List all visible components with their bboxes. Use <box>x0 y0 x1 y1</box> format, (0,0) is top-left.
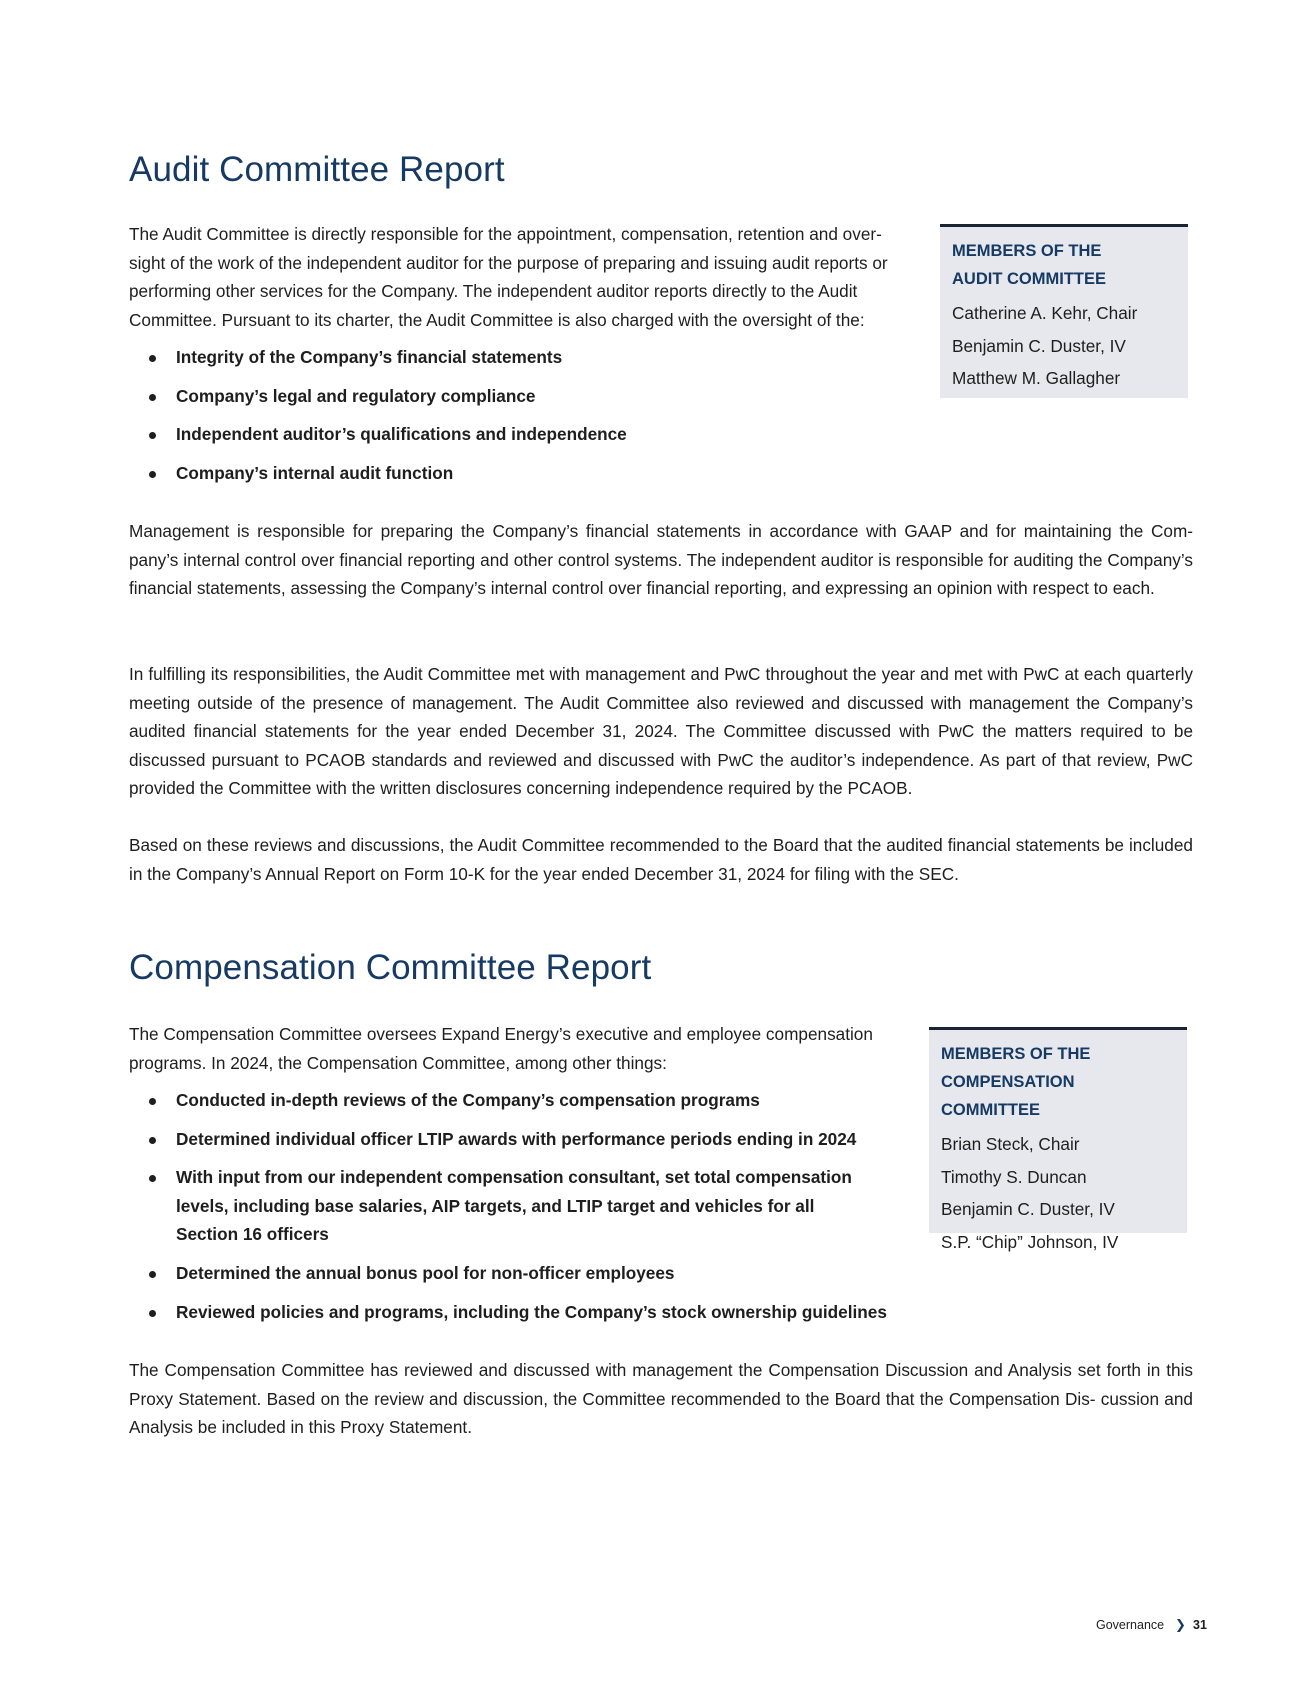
audit-members-box <box>940 224 1188 398</box>
chevron-right-icon: ❯ <box>1175 1617 1186 1632</box>
bullet-icon <box>149 1137 156 1144</box>
list-item: Determined individual officer LTIP awards with performance periods ending in 2024 <box>129 1125 929 1154</box>
bullet-icon <box>149 1310 156 1317</box>
compensation-bullet-list <box>129 1086 929 1336</box>
member-name: Catherine A. Kehr, Chair <box>952 303 1138 323</box>
list-item: Integrity of the Company’s financial statements <box>129 343 929 372</box>
member-name: Timothy S. Duncan <box>941 1166 1087 1187</box>
bullet-icon <box>149 1271 156 1278</box>
audit-paragraph-management: Management is responsible for preparing the Company’s financial statements in accordance with GAAP and for maintaining the Com- pany’s internal control over financial reporting and other control systems. The independent auditor is responsible for auditing the Company’s financial statements, assessing the Company’s internal control over financial reporting, and expressing an opinion with respect to each. <box>129 521 1193 599</box>
member-name: Benjamin C. Duster, IV <box>952 335 1126 356</box>
page-number: 31 <box>1193 1618 1207 1632</box>
member-name: Matthew M. Gallagher <box>952 368 1121 388</box>
audit-report-heading: Audit Committee Report <box>129 150 505 189</box>
compensation-intro-paragraph: The Compensation Committee oversees Expand Energy’s executive and employee compensation programs. In 2024, the Compensation Committee, among other things: <box>129 1024 873 1073</box>
bullet-icon <box>149 1098 156 1105</box>
list-item: Reviewed policies and programs, including the Company’s stock ownership guidelines <box>129 1298 1006 1327</box>
bullet-icon <box>149 355 156 362</box>
bullet-icon <box>149 1175 156 1182</box>
list-item: Company’s legal and regulatory compliance <box>129 382 929 411</box>
list-item: Determined the annual bonus pool for non-officer employees <box>129 1259 929 1288</box>
list-item: With input from our independent compensation consultant, set total compensation levels, including base salaries, AIP targets, and LTIP target and vehicles for all Section 16 officers <box>129 1163 866 1249</box>
bullet-icon <box>149 471 156 478</box>
list-item: Conducted in-depth reviews of the Company’s compensation programs <box>129 1086 929 1115</box>
footer-section-label: Governance <box>1096 1618 1165 1632</box>
member-name: Benjamin C. Duster, IV <box>941 1199 1115 1219</box>
bullet-icon <box>149 432 156 439</box>
compensation-closing-paragraph: The Compensation Committee has reviewed and discussed with management the Compensation Discussion and Analysis set forth in this Proxy Statement. Based on the review and discussion, the Committee recommended to the Board that the Compensation Dis- cussion and Analysis be included in this Proxy Statement. <box>129 1360 1193 1438</box>
audit-bullet-list <box>129 343 929 497</box>
compensation-members-title: MEMBERS OF THE COMPENSATION COMMITTEE <box>941 1045 1091 1119</box>
member-name: S.P. “Chip” Johnson, IV <box>941 1231 1119 1252</box>
list-item: Independent auditor’s qualifications and independence <box>129 420 929 449</box>
compensation-report-heading: Compensation Committee Report <box>129 948 652 987</box>
member-name: Brian Steck, Chair <box>941 1134 1080 1154</box>
audit-paragraph-fulfilling: In fulfilling its responsibilities, the Audit Committee met with management and PwC throughout the year and met with PwC at each quarterly meeting outside of the presence of management. The Audit Committee also reviewed and discussed with management the Company’s audited financial statements for the year ended December 31, 2024. The Committee discussed with PwC the matters required to be discussed pursuant to PCAOB standards and reviewed and discussed with PwC the auditor’s independence. As part of that review, PwC provided the Committee with the written disclosures concerning independence required by the PCAOB. <box>129 664 1193 799</box>
audit-intro-paragraph: The Audit Committee is directly responsible for the appointment, compensation, retention and over- sight of the work of the independent auditor for the purpose of preparing and issuing audit reports or performing other services for the Company. The independent auditor reports directly to the Audit Committee. Pursuant to its charter, the Audit Committee is also charged with the oversight of the: <box>129 224 888 330</box>
list-item: Company’s internal audit function <box>129 459 929 488</box>
compensation-members-box <box>929 1027 1187 1252</box>
audit-members-title: MEMBERS OF THE AUDIT COMMITTEE <box>952 242 1106 288</box>
bullet-icon <box>149 394 156 401</box>
audit-paragraph-recommendation: Based on these reviews and discussions, the Audit Committee recommended to the Board that the audited financial statements be included in the Company’s Annual Report on Form 10-K for the year ended December 31, 2024 for filing with the SEC. <box>129 835 1193 884</box>
